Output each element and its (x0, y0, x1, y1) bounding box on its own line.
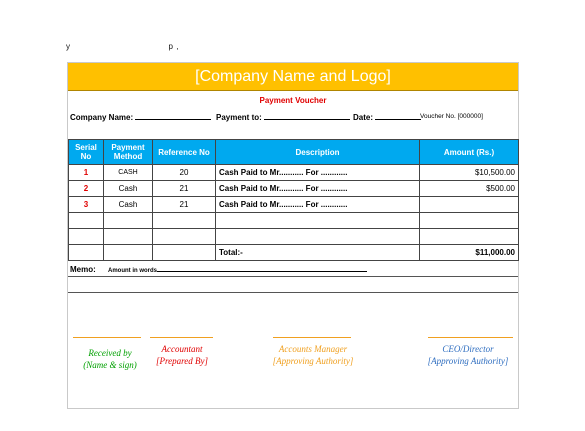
method-cell: Cash (104, 197, 153, 213)
company-name-blank (135, 111, 211, 120)
signature-role: Accounts Manager (278, 344, 348, 354)
reference-cell: 20 (153, 165, 216, 181)
method-cell: Cash (104, 181, 153, 197)
method-cell: CASH (104, 165, 153, 181)
signature-role: CEO/Director (442, 344, 494, 354)
date-blank (375, 111, 421, 120)
received-by-signature (68, 347, 152, 371)
total-amount: $11,000.00 (420, 245, 519, 261)
signature-line (428, 337, 513, 338)
total-label: Total:- (216, 245, 420, 261)
date-label: Date: (353, 113, 374, 122)
payment-to-label: Payment to: (216, 113, 262, 122)
signature-note: [Approving Authority] (427, 356, 509, 366)
voucher-title: Payment Voucher (259, 96, 327, 105)
payment-table (68, 139, 519, 261)
memo-divider (68, 276, 518, 277)
payment-to-field (216, 111, 350, 122)
table-row-empty (69, 229, 519, 245)
table-row-empty (69, 213, 519, 229)
table-row (69, 181, 519, 197)
cropped-text-fragment: y p , (66, 42, 179, 51)
accounts-manager-signature (258, 343, 368, 367)
signature-line (273, 337, 351, 338)
reference-cell: 21 (153, 181, 216, 197)
memo-label: Memo: (70, 265, 96, 274)
company-name-field (70, 111, 211, 122)
table-row (69, 197, 519, 213)
serial-cell: 2 (69, 181, 104, 197)
voucher-number: Voucher No. [000000] (420, 113, 483, 120)
payment-to-blank (264, 111, 350, 120)
description-cell: Cash Paid to Mr........... For ............ (216, 181, 420, 197)
serial-cell: 3 (69, 197, 104, 213)
amount-cell (420, 197, 519, 213)
reference-header: Reference No (153, 140, 216, 165)
description-header: Description (216, 140, 420, 165)
amount-cell: $10,500.00 (420, 165, 519, 181)
ceo-director-signature (413, 343, 523, 367)
payment-method-header: Payment Method (104, 140, 153, 165)
memo-field (70, 265, 367, 274)
serial-header: Serial No (69, 140, 104, 165)
voucher-sheet (67, 62, 519, 409)
date-field (353, 111, 421, 122)
signature-note: (Name & sign) (83, 360, 137, 370)
amount-header: Amount (Rs.) (420, 140, 519, 165)
company-name-label: Company Name: (70, 113, 134, 122)
signature-role: Accountant (161, 344, 203, 354)
table-header-row (69, 140, 519, 165)
signature-note: [Prepared By] (155, 356, 209, 366)
table-row (69, 165, 519, 181)
section-divider (68, 292, 518, 293)
total-row (69, 245, 519, 261)
amount-in-words-blank (157, 265, 367, 272)
company-banner: [Company Name and Logo] (68, 63, 518, 91)
signature-line (150, 337, 213, 338)
description-cell: Cash Paid to Mr........... For ............ (216, 197, 420, 213)
serial-cell: 1 (69, 165, 104, 181)
reference-cell: 21 (153, 197, 216, 213)
signature-role: Received by (88, 348, 132, 358)
accountant-signature (142, 343, 222, 367)
amount-in-words-label: Amount in words (108, 268, 158, 274)
description-cell: Cash Paid to Mr........... For ............ (216, 165, 420, 181)
amount-cell: $500.00 (420, 181, 519, 197)
signature-note: [Approving Authority] (272, 356, 354, 366)
signature-line (73, 337, 141, 338)
